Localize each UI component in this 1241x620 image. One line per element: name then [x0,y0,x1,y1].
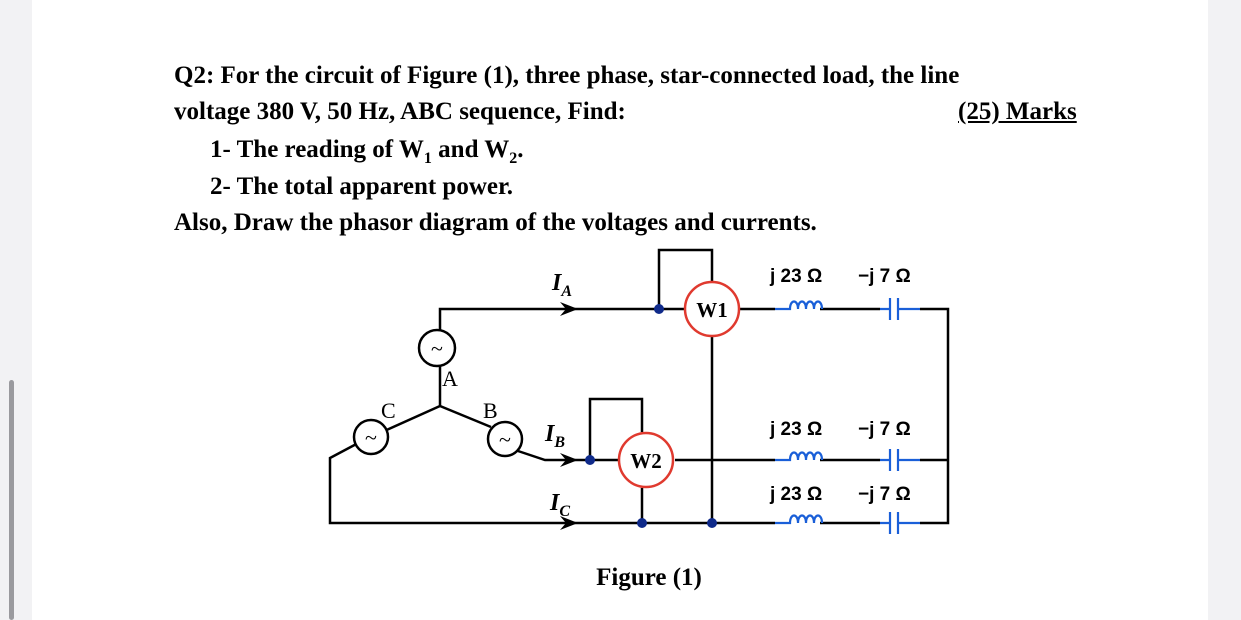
inductor-b-label: j 23 Ω [770,419,823,440]
question-item-1: 1- The reading of $W_1$ and $W_2$. [210,136,524,167]
capacitor-b-label: −j 7 Ω [858,419,911,440]
inductor-b-icon [775,453,822,461]
capacitor-a-icon [880,298,920,320]
capacitor-c-label: −j 7 Ω [858,484,911,505]
figure-caption: Figure (1) [596,564,702,591]
marks-label: (25) Marks [958,98,1077,125]
wattmeter-w1-label: W1 [696,298,728,322]
wattmeter-w2-label: W2 [630,449,662,473]
inductor-c-icon [775,516,822,524]
capacitor-a-label: −j 7 Ω [858,266,911,287]
inductor-a-label: j 23 Ω [770,266,823,287]
source-c-tilde-icon: ~ [365,425,377,450]
question-line-2: voltage 380 V, 50 Hz, ABC sequence, Find: [174,98,626,125]
source-a-tilde-icon: ~ [431,336,443,361]
source-c [354,398,396,454]
current-ia-label: $I_A$ [552,270,573,300]
source-a-label: A [442,366,458,391]
question-last-line: Also, Draw the phasor diagram of the voltages and currents. [174,209,817,236]
current-ic-label: $I_C$ [550,490,571,520]
source-c-label: C [381,398,396,423]
source-b-label: B [483,398,498,423]
wattmeter-w1 [685,282,739,336]
current-ib-label: $I_B$ [545,421,566,451]
capacitor-c-icon [880,512,920,534]
source-a [419,330,458,391]
current-arrows [560,302,578,530]
inductor-c-label: j 23 Ω [770,484,823,505]
question-line-1: Q2: For the circuit of Figure (1), three phase, star-connected load, the line [174,62,960,89]
junction-nodes [585,304,717,528]
wattmeter-w2 [619,433,673,487]
question-item-2: 2- The total apparent power. [210,173,514,200]
capacitor-b-icon [880,449,920,471]
source-b-tilde-icon: ~ [499,427,511,452]
inductor-a-icon [775,302,822,310]
